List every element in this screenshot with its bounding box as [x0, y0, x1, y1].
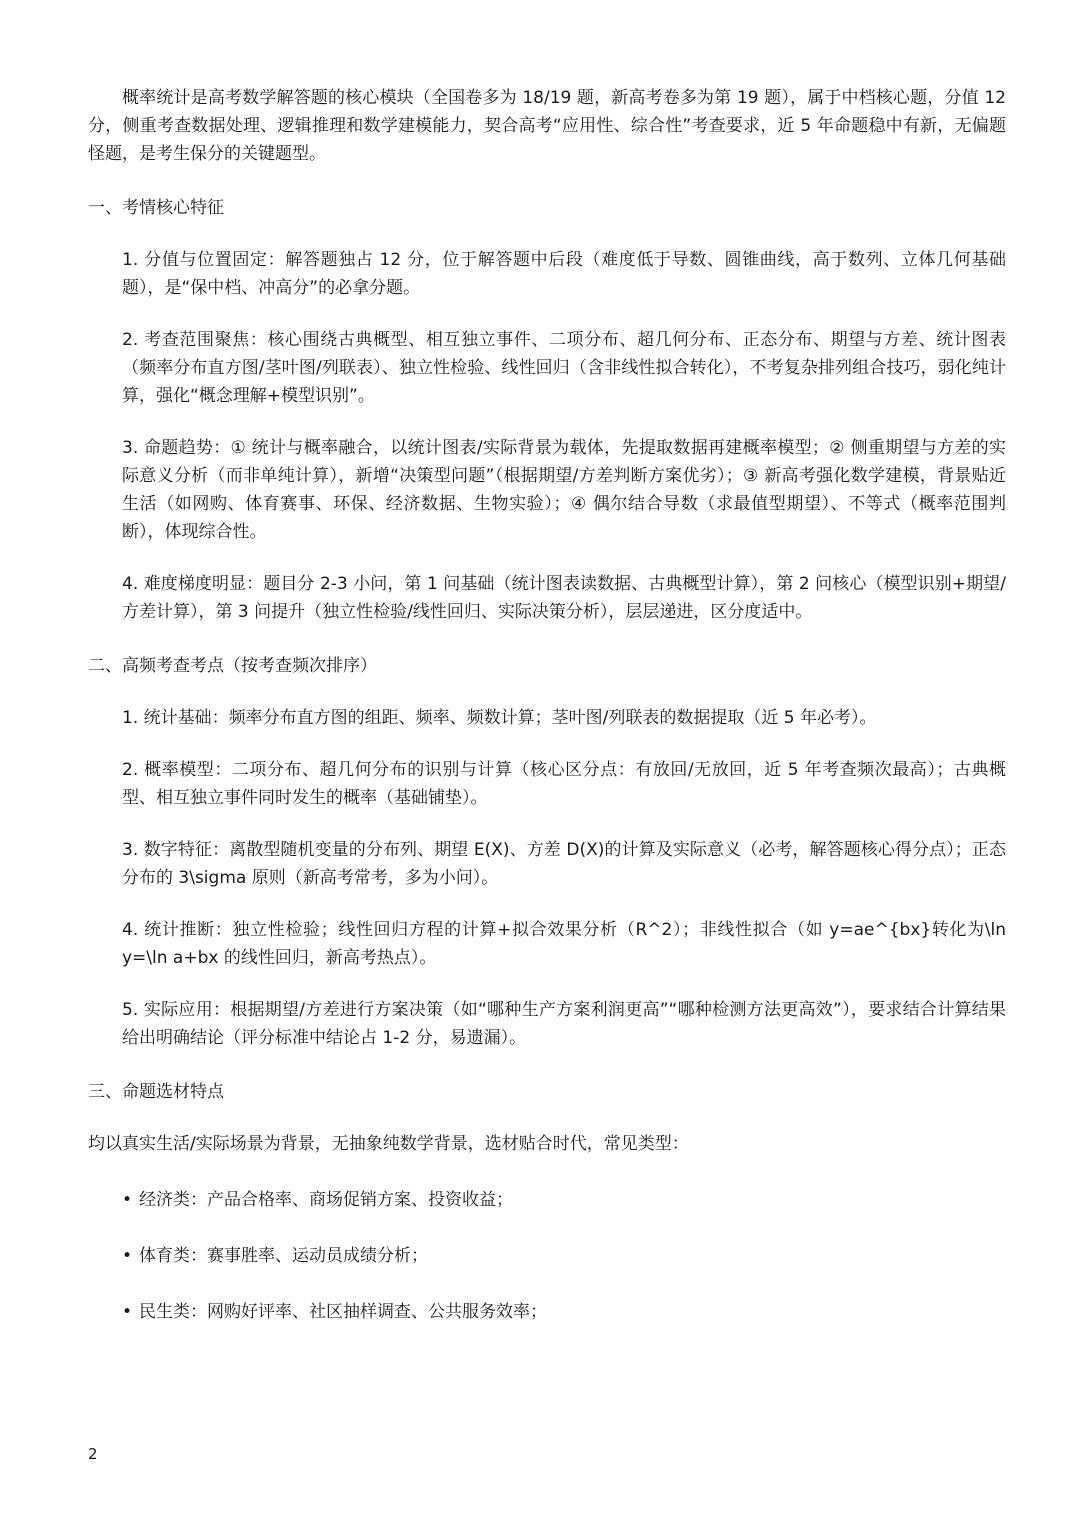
feature-item-1: 1. 分值与位置固定：解答题独占 12 分，位于解答题中后段（难度低于导数、圆锥曲线，高于数列、立体几何基础题），是“保中档、冲高分”的必拿分题。 [122, 250, 1006, 298]
material-intro: 均以真实生活/实际场景为背景，无抽象纯数学背景，选材贴合时代，常见类型： [88, 1134, 689, 1154]
key-point-item-2: 2. 概率模型：二项分布、超几何分布的识别与计算（核心区分点：有放回/无放回，近 5 年考查频次最高）；古典概型、相互独立事件同时发生的概率（基础铺垫）。 [122, 760, 1006, 808]
page-number: 2 [88, 1445, 98, 1463]
bullet-icon: • [122, 1302, 133, 1322]
bullet-text: 经济类：产品合格率、商场促销方案、投资收益； [139, 1190, 513, 1210]
intro-paragraph: 概率统计是高考数学解答题的核心模块（全国卷多为 18/19 题，新高考卷多为第 19 题），属于中档核心题，分值 12 分，侧重考查数据处理、逻辑推理和数学建模能力，契合高考“应用性、综合性”考查要求，近 5 年命题稳中有新，无偏题怪题，是考生保分的关键题型。 [88, 88, 1006, 164]
key-point-item-5: 5. 实际应用：根据期望/方差进行方案决策（如“哪种生产方案利润更高”“哪种检测方法更高效”），要求结合计算结果给出明确结论（评分标准中结论占 1-2 分，易遗漏）。 [122, 1000, 1006, 1048]
key-point-item-1: 1. 统计基础：频率分布直方图的组距、频率、频数计算；茎叶图/列联表的数据提取（近 5 年必考）。 [122, 708, 877, 728]
bullet-item-economy [122, 1186, 1006, 1214]
section-heading-key-points: 二、高频考查考点（按考查频次排序） [88, 656, 377, 676]
feature-item-4: 4. 难度梯度明显：题目分 2-3 小问，第 1 问基础（统计图表读数据、古典概型计算），第 2 问核心（模型识别+期望/方差计算），第 3 问提升（独立性检验/线性回归、实际决策分析），层层递进，区分度适中。 [122, 574, 1006, 622]
bullet-item-livelihood [122, 1298, 1006, 1326]
bullet-item-sports [122, 1242, 1006, 1270]
bullet-icon: • [122, 1190, 133, 1210]
key-point-item-4: 4. 统计推断：独立性检验；线性回归方程的计算+拟合效果分析（R^2）；非线性拟合（如 y=ae^{bx}转化为\ln y=\ln a+bx 的线性回归，新高考热点）。 [122, 920, 1006, 968]
bullet-icon: • [122, 1246, 133, 1266]
feature-item-2: 2. 考查范围聚焦：核心围绕古典概型、相互独立事件、二项分布、超几何分布、正态分布、期望与方差、统计图表（频率分布直方图/茎叶图/列联表）、独立性检验、线性回归（含非线性拟合转化），不考复杂排列组合技巧，弱化纯计算，强化“概念理解+模型识别”。 [122, 330, 1006, 406]
bullet-text: 民生类：网购好评率、社区抽样调查、公共服务效率； [139, 1302, 547, 1322]
feature-item-3: 3. 命题趋势：① 统计与概率融合，以统计图表/实际背景为载体，先提取数据再建概率模型；② 侧重期望与方差的实际意义分析（而非单纯计算），新增“决策型问题”（根据期望/方差判断方案优劣）；③ 新高考强化数学建模，背景贴近生活（如网购、体育赛事、环保、经济数据、生物实验）；④ 偶尔结合导数（求最值型期望）、不等式（概率范围判断），体现综合性。 [122, 438, 1006, 542]
section-heading-material-features: 三、命题选材特点 [88, 1082, 224, 1102]
bullet-text: 体育类：赛事胜率、运动员成绩分析； [139, 1246, 428, 1266]
section-heading-exam-features: 一、考情核心特征 [88, 198, 224, 218]
page-content [88, 84, 1006, 1326]
key-point-item-3: 3. 数字特征：离散型随机变量的分布列、期望 E(X)、方差 D(X)的计算及实际意义（必考，解答题核心得分点）；正态分布的 3\sigma 原则（新高考常考，多为小问）。 [122, 840, 1006, 888]
